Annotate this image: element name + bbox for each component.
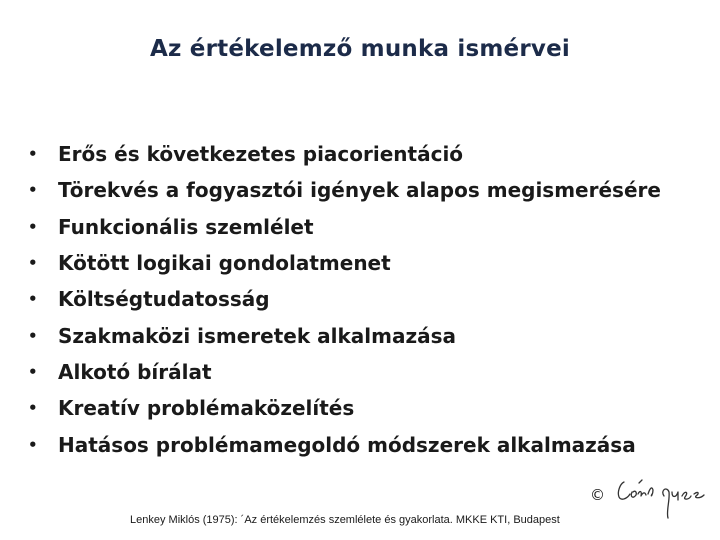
bullet-icon: • (28, 181, 38, 200)
list-item-text: Erős és következetes piacorientáció (58, 142, 464, 167)
bullet-icon: • (28, 290, 38, 309)
list-item-text: Hatásos problémamegoldó módszerek alkalmazása (58, 432, 636, 457)
list-item-text: Törekvés a fogyasztói igények alapos megismerésére (58, 178, 661, 203)
list-item (28, 317, 661, 353)
copyright-icon: © (590, 486, 605, 504)
bullet-icon: • (28, 435, 38, 454)
bullet-icon: • (28, 217, 38, 236)
list-item-text: Kreatív problémaközelítés (58, 396, 355, 421)
list-item (28, 426, 661, 462)
bullet-icon: • (28, 145, 38, 164)
bullet-list (28, 136, 661, 463)
list-item-text: Költségtudatosság (58, 287, 270, 312)
list-item (28, 172, 661, 208)
list-item (28, 354, 661, 390)
list-item-text: Alkotó bírálat (58, 359, 212, 384)
signature-icon (612, 470, 710, 520)
bullet-icon: • (28, 399, 38, 418)
footer-citation: Lenkey Miklós (1975): ´Az értékelemzés szemlélete és gyakorlata. MKKE KTI, Budapest (130, 514, 560, 526)
list-item-text: Funkcionális szemlélet (58, 214, 314, 239)
bullet-icon: • (28, 362, 38, 381)
list-item (28, 245, 661, 281)
list-item (28, 281, 661, 317)
bullet-icon: • (28, 326, 38, 345)
bullet-icon: • (28, 254, 38, 273)
list-item (28, 390, 661, 426)
list-item-text: Szakmaközi ismeretek alkalmazása (58, 323, 456, 348)
list-item-text: Kötött logikai gondolatmenet (58, 251, 391, 276)
list-item (28, 209, 661, 245)
slide-title: Az értékelemző munka ismérvei (150, 36, 570, 62)
list-item (28, 136, 661, 172)
